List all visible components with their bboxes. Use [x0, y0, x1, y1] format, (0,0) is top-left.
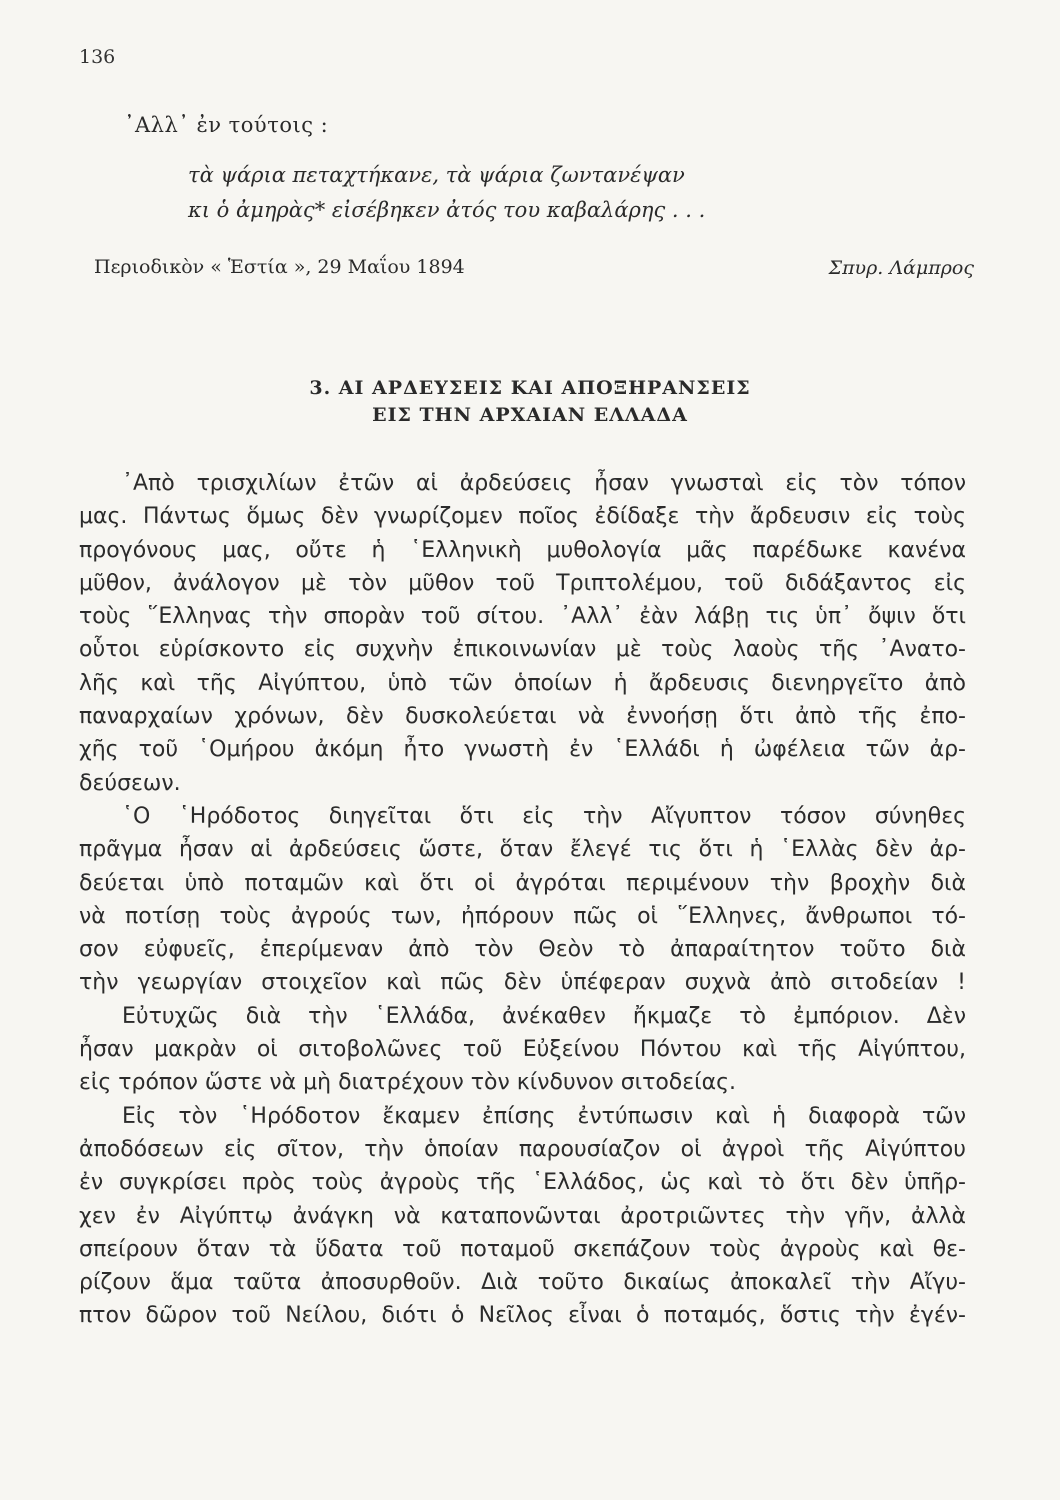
section-heading-line-2: ΕΙΣ ΤΗΝ ΑΡΧΑΙΑΝ ΕΛΛΑΔΑ — [372, 404, 688, 426]
body-line: πτον δῶρον τοῦ Νείλου, διότι ὁ Νεῖλος εἶναι ὁ ποταμός, ὅστις τὴν ἐγέν- — [79, 1303, 966, 1329]
body-line: σπείρουν ὅταν τὰ ὕδατα τοῦ ποταμοῦ σκεπάζουν τοὺς ἀγροὺς καὶ θε- — [79, 1236, 966, 1262]
body-line: Εὐτυχῶς διὰ τὴν ῾Ελλάδα, ἀνέκαθεν ἤκμαζε τὸ ἐμπόριον. Δὲν — [122, 1003, 966, 1029]
body-line: μῦθον, ἀνάλογον μὲ τὸν μῦθον τοῦ Τριπτολέμου, τοῦ διδάξαντος εἰς — [79, 570, 966, 596]
verse-line-2: κι ὁ ἀμηρὰς* εἰσέβηκεν ἀτός του καβαλάρης . . . — [188, 198, 706, 222]
body-line: παναρχαίων χρόνων, δὲν δυσκολεύεται νὰ ἐννοήσῃ ὅτι ἀπὸ τῆς ἐπο- — [79, 704, 966, 730]
body-line: σον εὐφυεῖς, ἐπερίμεναν ἀπὸ τὸν Θεὸν τὸ ἀπαραίτητον τοῦτο διὰ — [79, 937, 966, 963]
body-line: ρίζουν ἅμα ταῦτα ἀποσυρθοῦν. Διὰ τοῦτο δικαίως ἀποκαλεῖ τὴν Αἴγυ- — [79, 1270, 966, 1296]
body-line: τὴν γεωργίαν στοιχεῖον καὶ πῶς δὲν ὑπέφεραν συχνὰ ἀπὸ σιτοδείαν ! — [79, 970, 966, 996]
body-line: ἀποδόσεων εἰς σῖτον, τὴν ὁποίαν παρουσίαζον οἱ ἀγροὶ τῆς Αἰγύπτου — [79, 1136, 966, 1162]
body-line: χῆς τοῦ ῾Ομήρου ἀκόμη ἦτο γνωστὴ ἐν ῾Ελλάδι ἡ ὠφέλεια τῶν ἀρ- — [79, 737, 966, 763]
citation-author: Σπυρ. Λάμπρος — [828, 257, 974, 279]
verse-line-1: τὰ ψάρια πεταχτήκανε, τὰ ψάρια ζωντανέψαν — [188, 163, 685, 187]
body-line: οὗτοι εὑρίσκοντο εἰς συχνὴν ἐπικοινωνίαν μὲ τοὺς λαοὺς τῆς ᾽Ανατο- — [79, 637, 966, 663]
body-line: ἐν συγκρίσει πρὸς τοὺς ἀγροὺς τῆς ῾Ελλάδος, ὡς καὶ τὸ ὅτι δὲν ὑπῆρ- — [79, 1170, 966, 1196]
body-line: ᾽Απὸ τρισχιλίων ἐτῶν αἱ ἀρδεύσεις ἦσαν γνωσταὶ εἰς τὸν τόπον — [122, 471, 966, 496]
body-line: δεύσεων. — [79, 770, 181, 796]
body-line: χεν ἐν Αἰγύπτῳ ἀνάγκη νὰ καταπονῶνται ἀροτριῶντες τὴν γῆν, ἀλλὰ — [79, 1203, 966, 1229]
body-line: ῾Ο ῾Ηρόδοτος διηγεῖται ὅτι εἰς τὴν Αἴγυπτον τόσον σύνηθες — [122, 803, 966, 829]
body-line: νὰ ποτίσῃ τοὺς ἀγρούς των, ἠπόρουν πῶς οἱ ῞Ελληνες, ἄνθρωποι τό- — [79, 903, 966, 929]
body-text — [79, 467, 966, 1333]
body-line: λῆς καὶ τῆς Αἰγύπτου, ὑπὸ τῶν ὁποίων ἡ ἄρδευσις διενηργεῖτο ἀπὸ — [79, 670, 966, 696]
page-number: 136 — [79, 46, 116, 68]
body-line: ἦσαν μακρὰν οἱ σιτοβολῶνες τοῦ Εὐξείνου Πόντου καὶ τῆς Αἰγύπτου, — [79, 1037, 966, 1063]
citation-source: Περιοδικὸν « Ἑστία », 29 Μαΐου 1894 — [94, 256, 465, 278]
intro-line: ᾽Αλλ᾽ ἐν τούτοις : — [124, 113, 329, 137]
section-heading-line-1: 3. ΑΙ ΑΡΔΕΥΣΕΙΣ ΚΑΙ ΑΠΟΞΗΡΑΝΣΕΙΣ — [309, 377, 751, 399]
body-line: Εἰς τὸν ῾Ηρόδοτον ἔκαμεν ἐπίσης ἐντύπωσιν καὶ ἡ διαφορὰ τῶν — [122, 1103, 966, 1129]
body-line: πρᾶγμα ἦσαν αἱ ἀρδεύσεις ὥστε, ὅταν ἔλεγέ τις ὅτι ἡ ῾Ελλὰς δὲν ἀρ- — [79, 837, 966, 863]
body-line: δεύεται ὑπὸ ποταμῶν καὶ ὅτι οἱ ἀγρόται περιμένουν τὴν βροχὴν διὰ — [79, 870, 966, 896]
body-line: εἰς τρόπον ὥστε νὰ μὴ διατρέχουν τὸν κίνδυνον σιτοδείας. — [79, 1070, 737, 1096]
body-line: μας. Πάντως ὅμως δὲν γνωρίζομεν ποῖος ἐδίδαξε τὴν ἄρδευσιν εἰς τοὺς — [79, 504, 966, 530]
body-line: τοὺς ῞Ελληνας τὴν σπορὰν τοῦ σίτου. ᾽Αλλ᾽ ἐὰν λάβῃ τις ὑπ᾽ ὄψιν ὅτι — [79, 604, 966, 630]
body-line: προγόνους μας, οὔτε ἡ ῾Ελληνικὴ μυθολογία μᾶς παρέδωκε κανένα — [79, 537, 966, 563]
